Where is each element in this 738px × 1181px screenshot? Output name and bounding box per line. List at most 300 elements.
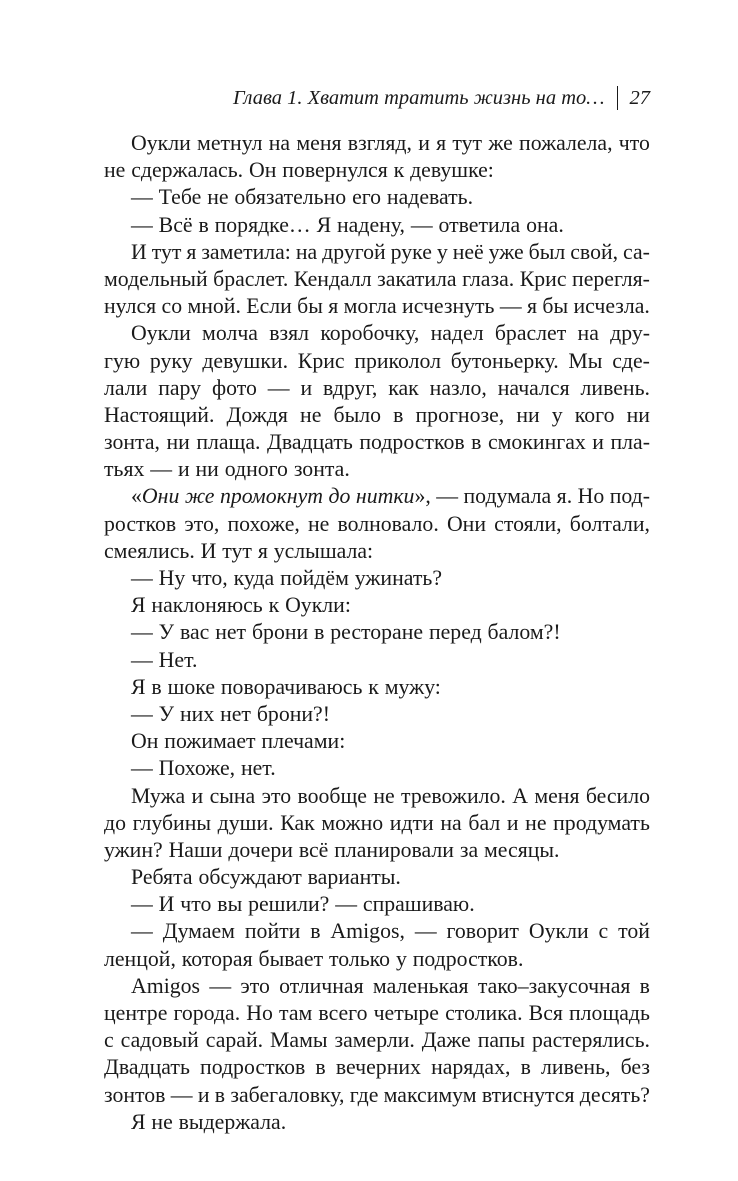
text-line xyxy=(104,864,650,891)
word: до xyxy=(104,810,126,835)
word: — xyxy=(131,919,153,944)
word: бы xyxy=(297,294,323,319)
word: варианты. xyxy=(307,865,401,890)
word: Amigos xyxy=(131,973,201,998)
word: маленькая xyxy=(372,973,469,998)
word: я xyxy=(526,294,538,319)
word: всего xyxy=(318,1001,368,1025)
word: закатила xyxy=(377,266,457,291)
word: нет. xyxy=(240,756,276,781)
word: лали xyxy=(104,375,148,400)
word: пойдём xyxy=(280,566,349,590)
word: ни xyxy=(166,430,190,455)
word: и xyxy=(177,457,190,482)
word: вас xyxy=(179,620,210,645)
word: я xyxy=(257,538,268,563)
word: бал xyxy=(468,810,501,835)
word: идти xyxy=(389,810,434,835)
word: сдержалась. xyxy=(131,158,244,183)
word: А xyxy=(512,783,528,808)
word: куда xyxy=(233,566,275,590)
word: к xyxy=(368,674,379,699)
word: замерли. xyxy=(334,1028,415,1053)
text-line xyxy=(104,1082,650,1109)
word: руку xyxy=(149,348,193,373)
word: она. xyxy=(526,212,564,237)
word: решили? xyxy=(248,892,330,917)
word: Они xyxy=(446,511,487,536)
word: выдержала. xyxy=(178,1109,287,1134)
word: это xyxy=(261,783,292,808)
word: У xyxy=(158,701,175,726)
word: в xyxy=(520,1055,531,1080)
word: Amigos, xyxy=(330,919,405,944)
word: планировали xyxy=(334,837,454,862)
word: порядке… xyxy=(214,212,311,237)
word: — xyxy=(131,185,153,210)
word: не xyxy=(300,402,322,427)
word: ужинать? xyxy=(354,566,443,590)
word: в xyxy=(393,402,404,427)
word: дру- xyxy=(610,321,650,346)
text-line xyxy=(104,483,650,510)
text-line xyxy=(104,1000,650,1027)
word: центре xyxy=(104,1001,168,1025)
word: бы xyxy=(542,294,569,319)
word: и xyxy=(191,783,204,808)
word: мужу: xyxy=(384,674,441,699)
header-divider xyxy=(617,86,618,110)
word: исчезла. xyxy=(573,294,650,319)
text-line xyxy=(104,946,650,973)
word: — xyxy=(131,212,153,237)
word: плаща. xyxy=(196,430,261,455)
word: которая xyxy=(181,946,253,971)
word: приколол xyxy=(354,348,441,373)
word: ни xyxy=(195,457,219,482)
word: Тебе xyxy=(158,185,202,210)
word: под- xyxy=(609,484,650,509)
word: где xyxy=(349,1082,379,1107)
text-line xyxy=(104,973,650,1000)
text-line xyxy=(104,348,650,375)
text-line xyxy=(104,701,650,728)
text-line xyxy=(104,674,650,701)
word: пожалела, xyxy=(519,131,613,155)
text-line xyxy=(104,810,650,837)
word: Думаем xyxy=(162,919,235,944)
word: шоке xyxy=(167,674,215,699)
text-line xyxy=(104,565,650,592)
word: нулся xyxy=(104,294,157,319)
word: — xyxy=(131,647,153,672)
word: услышала: xyxy=(273,538,374,563)
text-line xyxy=(104,130,650,157)
word: у xyxy=(395,946,407,971)
word: Он xyxy=(131,729,159,754)
word: пойти xyxy=(244,919,301,944)
word: заметила: xyxy=(201,239,291,264)
word: ливень, xyxy=(541,1055,611,1080)
word: сарай. xyxy=(205,1028,264,1053)
word: взгляд, xyxy=(347,131,412,155)
word: в xyxy=(471,430,482,455)
word: начался xyxy=(497,375,570,400)
word: обсуждают xyxy=(198,865,302,890)
word: не xyxy=(151,1109,173,1134)
word: волновало. xyxy=(337,511,439,536)
word: Похоже, xyxy=(158,756,236,781)
word: браслет. xyxy=(213,266,289,291)
word: нарядах, xyxy=(431,1055,511,1080)
word: Оукли: xyxy=(285,593,351,618)
word: перед xyxy=(428,620,482,645)
word: — xyxy=(414,919,437,944)
text-line xyxy=(104,456,650,483)
word: похоже, xyxy=(227,511,300,536)
word: девушке: xyxy=(410,158,494,183)
word: нет xyxy=(220,701,251,726)
text-line xyxy=(104,783,650,810)
word: — xyxy=(131,756,153,781)
text-line xyxy=(104,1054,650,1081)
chapter-title: Глава 1. Хватит тратить жизнь на то… xyxy=(232,86,605,109)
word: перегля- xyxy=(572,266,650,291)
word: втиснутся xyxy=(481,1082,575,1107)
word: Но xyxy=(577,484,605,509)
word: дочери xyxy=(228,837,293,862)
word: забегаловку, xyxy=(230,1082,345,1107)
word: — xyxy=(150,457,173,482)
word: Мужа xyxy=(131,783,186,808)
word: глубины xyxy=(132,810,212,835)
word: кого xyxy=(574,402,615,427)
word: его xyxy=(352,185,382,210)
word: не xyxy=(207,185,229,210)
word: и xyxy=(592,430,604,455)
word: них xyxy=(179,701,215,726)
word: и xyxy=(197,1082,210,1107)
word: города. xyxy=(173,1001,241,1025)
word: Оукли xyxy=(131,131,191,155)
word: ресторане xyxy=(330,620,424,645)
word: в xyxy=(315,1055,326,1080)
text-line xyxy=(104,184,650,211)
text-line xyxy=(104,293,650,320)
text-line xyxy=(104,212,650,239)
page-number: 27 xyxy=(629,86,650,109)
word: десять? xyxy=(579,1082,650,1107)
word: в xyxy=(314,620,325,645)
word: свой, xyxy=(570,239,619,264)
word: назло, xyxy=(429,375,487,400)
text-line xyxy=(104,592,650,619)
word: можно xyxy=(321,810,384,835)
word: руке xyxy=(390,239,432,264)
word: смокингах xyxy=(487,430,586,455)
word: и xyxy=(300,375,313,400)
text-line xyxy=(104,320,650,347)
word: повернулся xyxy=(282,158,388,183)
word: болтали, xyxy=(569,511,650,536)
text-line xyxy=(104,402,650,429)
word: плечами: xyxy=(261,729,346,754)
word: и xyxy=(418,131,430,155)
word: — xyxy=(499,294,522,319)
word: — xyxy=(335,892,358,917)
word: Ребята xyxy=(131,865,193,890)
word: Мы xyxy=(568,348,603,373)
word: взял xyxy=(269,321,310,346)
word: И xyxy=(158,892,175,917)
word: — xyxy=(131,620,153,645)
word: ни xyxy=(516,402,540,427)
word: «Они xyxy=(131,484,180,509)
word: месяцы. xyxy=(484,837,560,862)
text-line xyxy=(104,755,650,782)
word: тут xyxy=(222,538,252,563)
word: же xyxy=(184,484,215,509)
word: надевать. xyxy=(386,185,474,210)
word: был xyxy=(528,239,566,264)
word: ответила xyxy=(438,212,521,237)
word: у xyxy=(436,239,448,264)
word: зонта. xyxy=(293,457,350,482)
word: подростков xyxy=(200,1055,306,1080)
word: сде- xyxy=(612,348,650,373)
word: Двадцать xyxy=(266,430,353,455)
word: вообще xyxy=(297,783,367,808)
word: Даже xyxy=(421,1028,471,1053)
word: — xyxy=(131,566,153,590)
word: Я xyxy=(131,674,146,699)
word: в xyxy=(310,919,321,944)
word: к xyxy=(268,593,280,618)
word: столика. xyxy=(445,1001,523,1025)
word: молча xyxy=(202,321,258,346)
text-line xyxy=(104,157,650,184)
word: было xyxy=(333,402,381,427)
word: я xyxy=(328,294,339,319)
word: не xyxy=(373,783,395,808)
word: вдруг, xyxy=(323,375,378,400)
word: Двадцать xyxy=(104,1055,190,1080)
word: продумать xyxy=(553,810,650,835)
word: нитки», xyxy=(355,484,431,509)
word: тут xyxy=(452,131,483,155)
word: Нет. xyxy=(158,647,198,672)
word: гую xyxy=(104,348,141,373)
word: у xyxy=(551,402,563,427)
word: — xyxy=(209,973,232,998)
word: как xyxy=(388,375,419,400)
word: говорит xyxy=(446,919,519,944)
word: Но xyxy=(246,1001,273,1025)
word: не xyxy=(307,511,330,536)
word: И xyxy=(131,239,147,264)
word: пла- xyxy=(610,430,650,455)
word: ленцой, xyxy=(104,946,176,971)
word: поворачиваюсь xyxy=(220,674,363,699)
word: — xyxy=(131,892,153,917)
word: в xyxy=(214,1082,226,1107)
word: девушки. xyxy=(202,348,289,373)
word: я xyxy=(436,131,447,155)
word: Я xyxy=(131,1109,146,1134)
word: мной. xyxy=(187,294,241,319)
word: Кендалл xyxy=(293,266,372,291)
word: глаза. xyxy=(462,266,515,291)
word: исчезнуть xyxy=(402,294,495,319)
word: на xyxy=(295,239,318,264)
word: до xyxy=(328,484,351,509)
text-line xyxy=(104,918,650,945)
word: модельный xyxy=(104,266,208,291)
word: Я xyxy=(316,212,332,237)
word: спрашиваю. xyxy=(362,892,475,917)
word: метнул xyxy=(197,131,263,155)
word: растерялись. xyxy=(532,1028,650,1053)
word: брони?! xyxy=(256,701,330,726)
word: И xyxy=(200,538,217,563)
word: без xyxy=(620,1055,650,1080)
word: нет xyxy=(215,620,247,645)
word: сына xyxy=(209,783,256,808)
word: подростков xyxy=(359,430,465,455)
word: — xyxy=(267,375,290,400)
word: зонтов xyxy=(104,1082,166,1107)
word: на xyxy=(577,321,599,346)
word: Крис xyxy=(297,348,345,373)
word: я. xyxy=(556,484,573,509)
word: максимум xyxy=(383,1082,477,1107)
word: Всё xyxy=(158,212,193,237)
word: У xyxy=(158,620,175,645)
word: Мамы xyxy=(270,1028,328,1053)
word: Наши xyxy=(168,837,223,862)
word: той xyxy=(618,919,650,944)
text-line xyxy=(104,647,650,674)
word: Если xyxy=(246,294,292,319)
word: к xyxy=(393,158,405,183)
word: не xyxy=(104,158,126,183)
word: бывает xyxy=(258,946,324,971)
word: Оукли xyxy=(528,919,589,944)
word: что xyxy=(180,892,212,917)
running-header xyxy=(104,84,650,112)
word: меня xyxy=(296,131,342,155)
word: фото xyxy=(211,375,257,400)
word: Вся xyxy=(528,1001,563,1025)
word: — xyxy=(410,212,433,237)
word: Дождя xyxy=(226,402,288,427)
word: могла xyxy=(343,294,397,319)
text-line xyxy=(104,239,650,266)
word: балом?! xyxy=(487,620,561,645)
word: что, xyxy=(191,566,228,590)
text-line xyxy=(104,891,650,918)
word: другой xyxy=(322,239,386,264)
word: вы xyxy=(217,892,243,917)
word: промокнут xyxy=(219,484,324,509)
word: это, xyxy=(184,511,220,536)
word: бутоньерку. xyxy=(450,348,559,373)
word: на xyxy=(440,810,462,835)
word: тут xyxy=(151,239,182,264)
word: Настоящий. xyxy=(104,402,215,427)
word: всё xyxy=(298,837,329,862)
word: отличная xyxy=(279,973,364,998)
word: Ну xyxy=(158,566,186,590)
word: Оукли xyxy=(131,321,191,346)
word: только xyxy=(329,946,391,971)
word: надену, xyxy=(337,212,405,237)
word: там xyxy=(279,1001,313,1025)
word: ни xyxy=(626,402,650,427)
word: в xyxy=(198,212,209,237)
word: на xyxy=(268,131,291,155)
word: Крис xyxy=(519,266,567,291)
word: зонта, xyxy=(104,430,160,455)
word: — xyxy=(131,701,153,726)
word: уже xyxy=(488,239,524,264)
word: площадь xyxy=(569,1001,650,1025)
word: смеялись. xyxy=(104,538,195,563)
word: браслет xyxy=(494,321,567,346)
word: пожимает xyxy=(164,729,256,754)
word: неё xyxy=(452,239,484,264)
text-line xyxy=(104,538,650,565)
text-line xyxy=(104,619,650,646)
word: подростков. xyxy=(412,946,524,971)
word: это xyxy=(240,973,270,998)
body-text xyxy=(104,130,650,1136)
word: вечерних xyxy=(335,1055,421,1080)
word: садовый xyxy=(120,1028,199,1053)
word: с xyxy=(104,1028,114,1053)
word: в xyxy=(151,674,162,699)
word: папы xyxy=(477,1028,526,1053)
text-line xyxy=(104,429,650,456)
word: Как xyxy=(280,810,315,835)
word: я xyxy=(186,239,197,264)
word: одного xyxy=(224,457,288,482)
word: четыре xyxy=(373,1001,439,1025)
word: — xyxy=(170,1082,193,1107)
word: с xyxy=(598,919,609,944)
word: коробочку, xyxy=(320,321,420,346)
word: надел xyxy=(430,321,484,346)
word: ужин? xyxy=(104,837,163,862)
word: тьях xyxy=(104,457,145,482)
word: са- xyxy=(623,239,650,264)
text-line xyxy=(104,511,650,538)
word: Я xyxy=(131,593,146,618)
word: в xyxy=(639,973,650,998)
word: пару xyxy=(158,375,202,400)
word: — xyxy=(436,484,459,509)
word: ростков xyxy=(104,511,177,536)
word: наклоняюсь xyxy=(151,593,263,618)
word: тревожило. xyxy=(401,783,506,808)
text-line xyxy=(104,837,650,864)
word: меня xyxy=(534,783,580,808)
word: тако–закусочная xyxy=(477,973,631,998)
word: бесило xyxy=(585,783,650,808)
word: не xyxy=(525,810,547,835)
word: прогнозе, xyxy=(415,402,505,427)
text-line xyxy=(104,266,650,293)
